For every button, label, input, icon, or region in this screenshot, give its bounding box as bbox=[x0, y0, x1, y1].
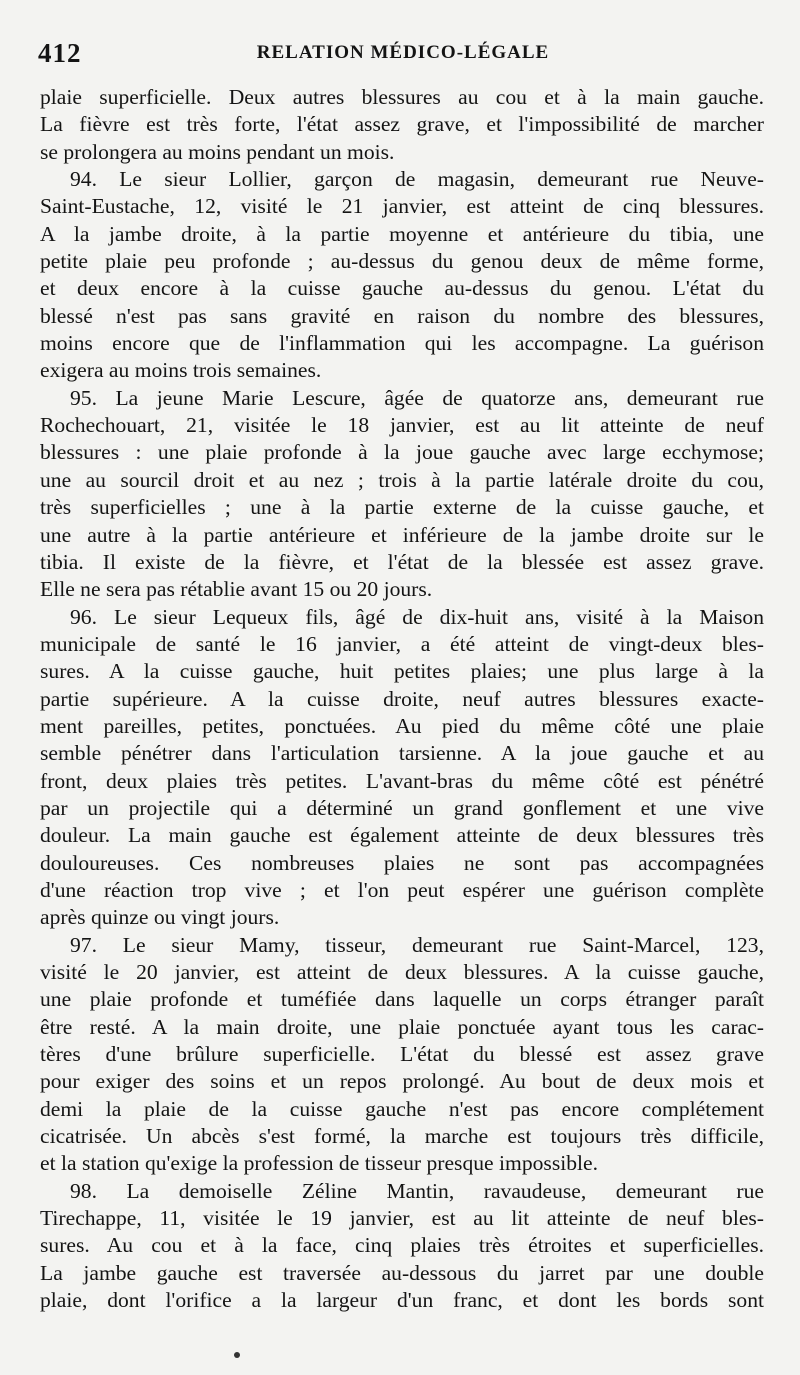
text-line: une autre à la partie antérieure et inférieure de la jambe droite sur le bbox=[40, 522, 764, 547]
text-line: une au sourcil droit et au nez ; trois à la partie latérale droite du cou, bbox=[40, 467, 764, 492]
text-line: par un projectile qui a déterminé un grand gonflement et une vive bbox=[40, 795, 764, 820]
text-line: blessé n'est pas sans gravité en raison du nombre des blessures, bbox=[40, 303, 764, 328]
ink-dot bbox=[234, 1352, 240, 1358]
text-line: Rochechouart, 21, visitée le 18 janvier, est au lit atteinte de neuf bbox=[40, 413, 764, 438]
text-line: douloureuses. Ces nombreuses plaies ne sont pas accompagnées bbox=[40, 850, 764, 875]
text-line: Tirechappe, 11, visitée le 19 janvier, est au lit atteinte de neuf bles- bbox=[40, 1206, 764, 1231]
text-line: plaie, dont l'orifice a la largeur d'un franc, et dont les bords sont bbox=[40, 1288, 764, 1313]
text-line: front, deux plaies très petites. L'avant-bras du même côté est pénétré bbox=[40, 768, 764, 793]
text-line: 97. Le sieur Mamy, tisseur, demeurant rue Saint-Marcel, 123, bbox=[70, 932, 764, 957]
text-line: d'une réaction trop vive ; et l'on peut espérer une guérison complète bbox=[40, 877, 764, 902]
text-line: municipale de santé le 16 janvier, a été atteint de vingt-deux bles- bbox=[40, 631, 764, 656]
text-line: pour exiger des soins et un repos prolongé. Au bout de deux mois et bbox=[40, 1069, 764, 1094]
text-line: blessures : une plaie profonde à la joue gauche avec large ecchymose; bbox=[40, 440, 764, 465]
text-line: partie supérieure. A la cuisse droite, neuf autres blessures exacte- bbox=[40, 686, 764, 711]
text-line: visité le 20 janvier, est atteint de deux blessures. A la cuisse gauche, bbox=[40, 960, 764, 984]
text-line: sures. A la cuisse gauche, huit petites plaies; une plus large à la bbox=[40, 659, 764, 684]
text-line: semble pénétrer dans l'articulation tarsienne. A la joue gauche et au bbox=[40, 741, 764, 766]
text-line: être resté. A la main droite, une plaie ponctuée ayant tous les carac- bbox=[40, 1014, 764, 1039]
text-line: plaie superficielle. Deux autres blessures au cou et à la main gauche. bbox=[40, 85, 764, 109]
body-text bbox=[40, 84, 764, 1314]
text-line: 94. Le sieur Lollier, garçon de magasin, demeurant rue Neuve- bbox=[70, 167, 764, 192]
text-line: après quinze ou vingt jours. bbox=[40, 905, 280, 930]
text-line: et la station qu'exige la profession de tisseur presque impossible. bbox=[40, 1151, 599, 1176]
text-line: Elle ne sera pas rétablie avant 15 ou 20 jours. bbox=[40, 577, 433, 602]
text-line: ment pareilles, petites, ponctuées. Au pied du même côté une plaie bbox=[40, 713, 764, 738]
text-line: 98. La demoiselle Zéline Mantin, ravaudeuse, demeurant rue bbox=[70, 1178, 764, 1203]
running-head: RELATION MÉDICO-LÉGALE bbox=[256, 42, 550, 63]
text-line: et deux encore à la cuisse gauche au-dessus du genou. L'état du bbox=[40, 276, 764, 301]
page-header bbox=[38, 38, 768, 70]
text-line: A la jambe droite, à la partie moyenne et antérieure du tibia, une bbox=[40, 221, 764, 246]
text-line: cicatrisée. Un abcès s'est formé, la marche est toujours très difficile, bbox=[40, 1124, 764, 1149]
text-line: La jambe gauche est traversée au-dessous du jarret par une double bbox=[40, 1260, 764, 1285]
text-line: demi la plaie de la cuisse gauche n'est pas encore complétement bbox=[40, 1096, 764, 1121]
text-line: La fièvre est très forte, l'état assez grave, et l'impossibilité de marcher bbox=[40, 112, 764, 137]
text-line: petite plaie peu profonde ; au-dessus du genou deux de même forme, bbox=[40, 249, 764, 274]
text-line: Saint-Eustache, 12, visité le 21 janvier, est atteint de cinq blessures. bbox=[40, 194, 764, 219]
text-line: sures. Au cou et à la face, cinq plaies très étroites et superficielles. bbox=[40, 1233, 764, 1258]
text-line: très superficielles ; une à la partie externe de la cuisse gauche, et bbox=[40, 495, 764, 520]
page-number: 412 bbox=[38, 38, 82, 68]
text-line: douleur. La main gauche est également atteinte de deux blessures très bbox=[40, 823, 764, 848]
text-line: exigera au moins trois semaines. bbox=[40, 358, 322, 383]
text-line: moins encore que de l'inflammation qui les accompagne. La guérison bbox=[40, 331, 764, 356]
text-line: tibia. Il existe de la fièvre, et l'état de la blessée est assez grave. bbox=[40, 549, 764, 574]
text-line: se prolongera au moins pendant un mois. bbox=[40, 139, 395, 164]
text-line: 96. Le sieur Lequeux fils, âgé de dix-huit ans, visité à la Maison bbox=[70, 604, 764, 629]
text-line: une plaie profonde et tuméfiée dans laquelle un corps étranger paraît bbox=[40, 987, 764, 1012]
text-line: tères d'une brûlure superficielle. L'état du blessé est assez grave bbox=[40, 1042, 764, 1067]
text-line: 95. La jeune Marie Lescure, âgée de quatorze ans, demeurant rue bbox=[70, 385, 764, 410]
